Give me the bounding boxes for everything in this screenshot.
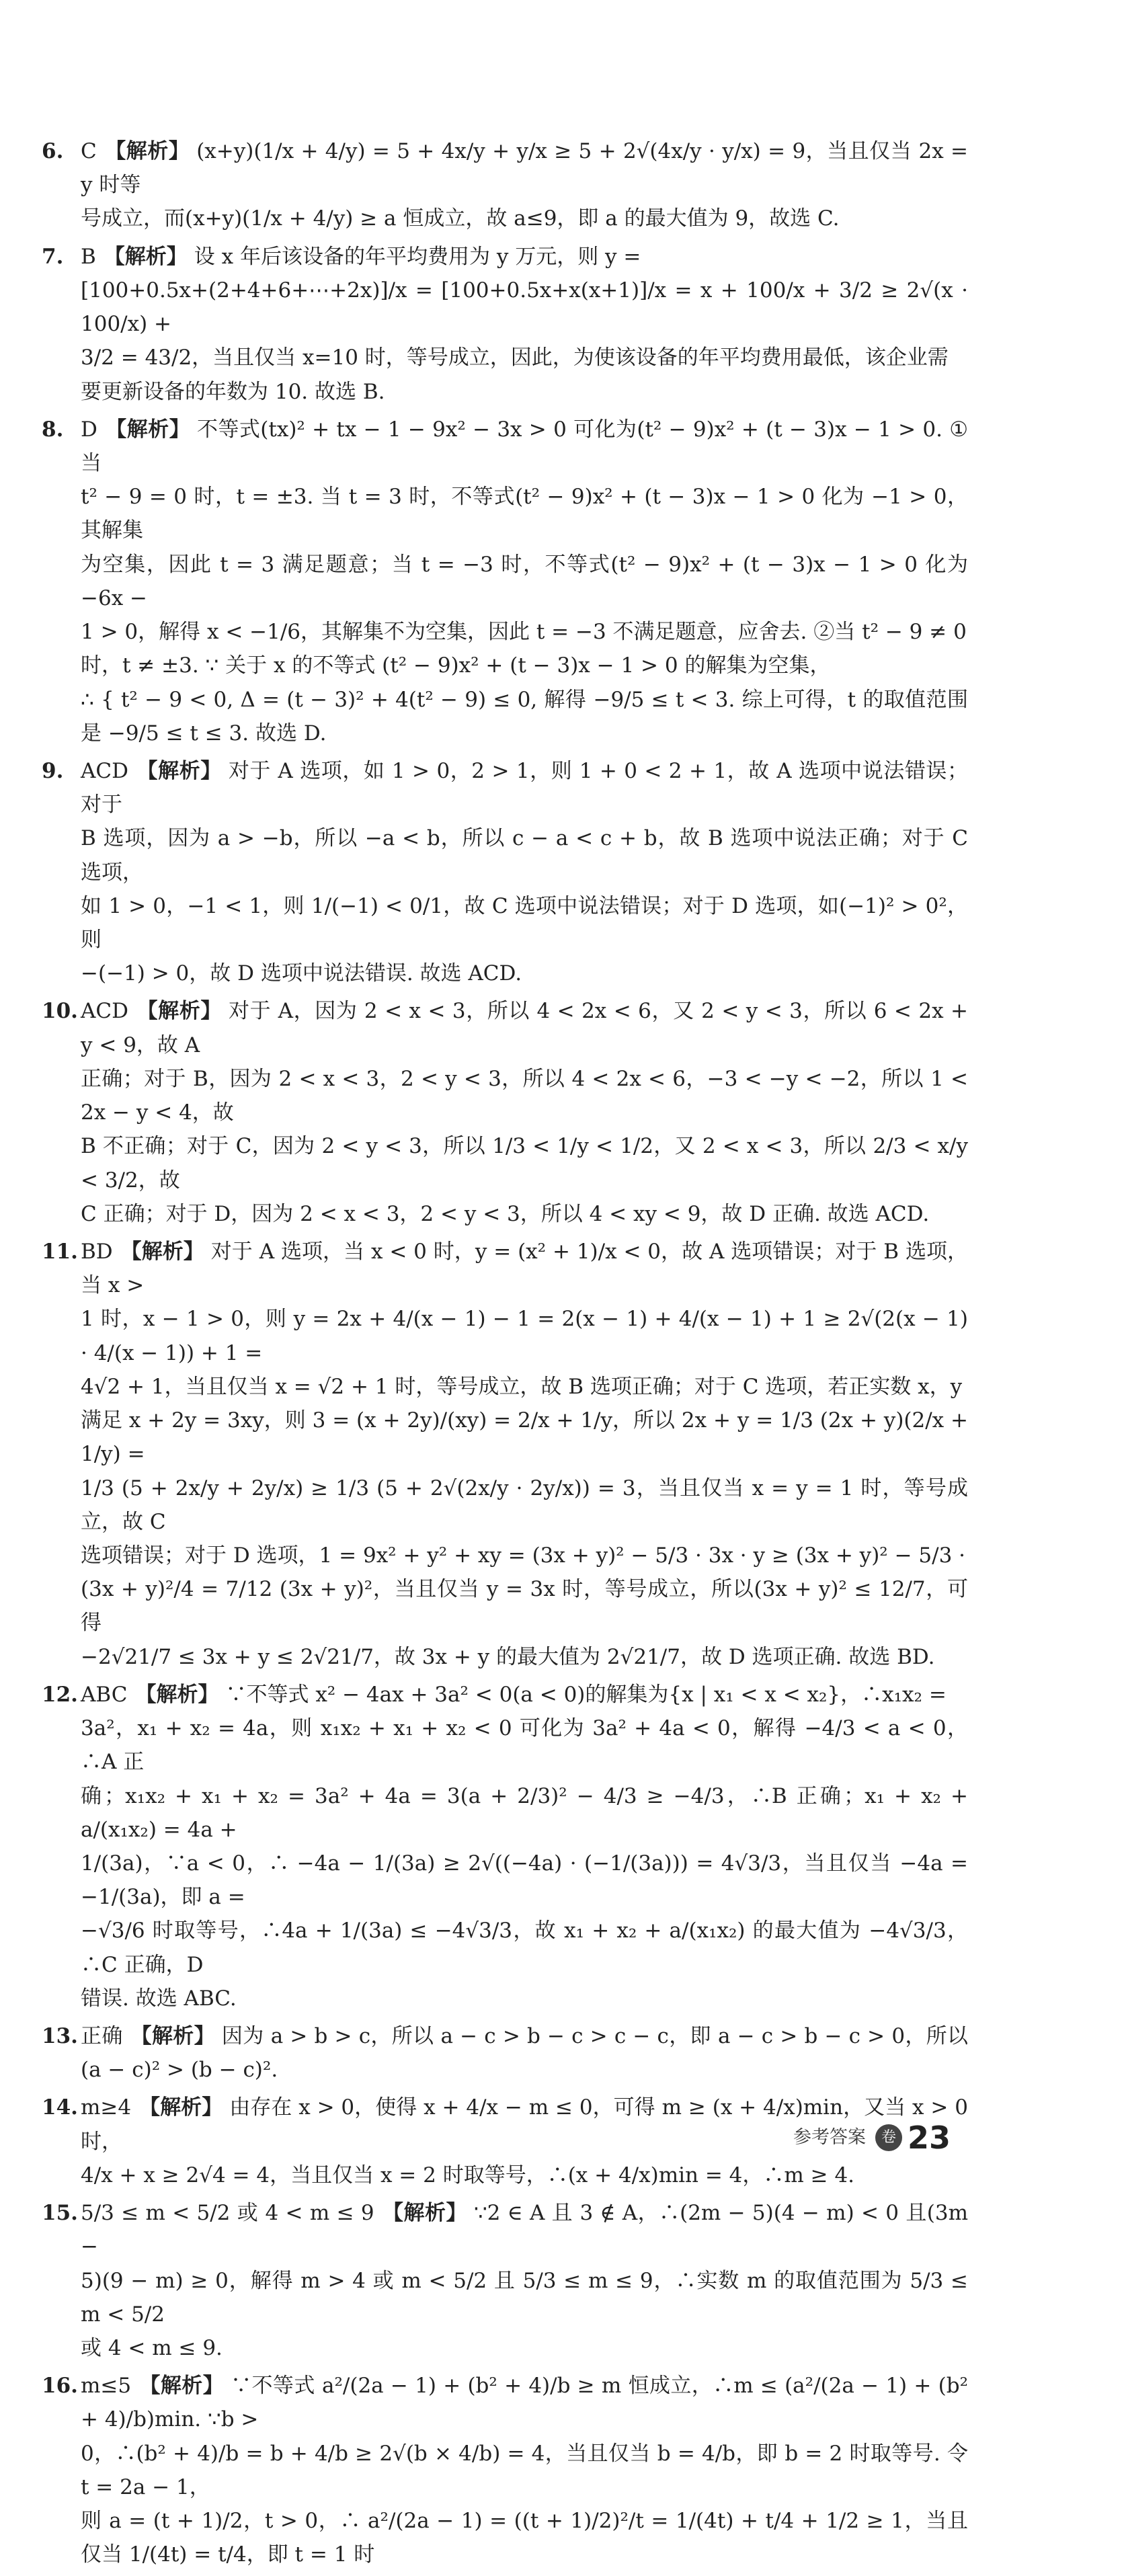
explanation-line: 为空集，因此 t = 3 满足题意；当 t = −3 时，不等式(t² − 9)x² + (t − 3)x − 1 > 0 化为 −6x − — [81, 552, 968, 610]
analysis-tag: 【解析】 — [135, 1682, 219, 1707]
explanation-line: 号成立，而(x+y)(1/x + 4/y) ≥ a 恒成立，故 a≤9，即 a 的最大值为 9，故选 C. — [81, 206, 840, 231]
explanation-line: B 选项，因为 a > −b，所以 −a < b，所以 c − a < c + b，故 B 选项中说法正确；对于 C 选项， — [81, 826, 968, 885]
explanation-line: 4√2 + 1，当且仅当 x = √2 + 1 时，等号成立，故 B 选项正确；对于 C 选项，若正实数 x，y — [81, 1374, 963, 1399]
item-body — [81, 994, 968, 1231]
analysis-tag: 【解析】 — [104, 139, 190, 163]
explanation-line: 3a²，x₁ + x₂ = 4a，则 x₁x₂ + x₁ + x₂ < 0 可化为 3a² + 4a < 0，解得 −4/3 < a < 0，∴A 正 — [81, 1716, 968, 1775]
explanation-line: [100+0.5x+(2+4+6+⋯+2x)]/x = [100+0.5x+x(x+1)]/x = x + 100/x + 3/2 ≥ 2√(x · 100/x) + — [81, 278, 968, 337]
analysis-tag: 【解析】 — [120, 1240, 204, 1264]
explanation-line: 1/3 (5 + 2x/y + 2y/x) ≥ 1/3 (5 + 2√(2x/y · 2y/x)) = 3，当且仅当 x = y = 1 时，等号成立，故 C — [81, 1476, 968, 1534]
analysis-tag: 【解析】 — [139, 2374, 225, 2399]
answer-item — [42, 240, 968, 409]
page-number: 23 — [908, 2119, 951, 2156]
item-answer: B — [81, 244, 96, 269]
answer-item — [42, 754, 968, 991]
footer-label: 参考答案 — [793, 2127, 866, 2148]
item-number: 8. — [42, 417, 64, 442]
explanation-line: 对于 A，因为 2 < x < 3，所以 4 < 2x < 6，又 2 < y < 3，所以 6 < 2x + y < 9，故 A — [81, 999, 969, 1057]
explanation-line: 对于 A 选项，当 x < 0 时，y = (x² + 1)/x < 0，故 A 选项错误；对于 B 选项，当 x > — [81, 1240, 969, 1298]
explanation-line: 时，t ≠ ±3. ∵ 关于 x 的不等式 (t² − 9)x² + (t − 3)x − 1 > 0 的解集为空集， — [81, 653, 831, 678]
answer-item — [42, 2019, 968, 2087]
explanation-line: 错误. 故选 ABC. — [81, 1986, 237, 2011]
answer-item — [42, 2369, 968, 2571]
explanation-line: 由存在 x > 0，使得 x + 4/x − m ≤ 0，可得 m ≥ (x + 4/x)min，又当 x > 0 时， — [81, 2095, 968, 2154]
explanation-line: 则 a = (t + 1)/2，t > 0，∴ a²/(2a − 1) = ((t + 1)/2)²/t = 1/(4t) + t/4 + 1/2 ≥ 1，当且仅当 1/(4t) = t/4，即 t = 1 时 — [81, 2509, 968, 2567]
item-body — [81, 413, 968, 750]
explanation-line: 对于 A 选项，如 1 > 0，2 > 1，则 1 + 0 < 2 + 1，故 A 选项中说法错误；对于 — [81, 758, 968, 817]
analysis-tag: 【解析】 — [382, 2201, 467, 2226]
item-answer: m≥4 — [81, 2095, 132, 2120]
explanation-line: 设 x 年后该设备的年平均费用为 y 万元，则 y = — [194, 244, 641, 269]
answer-item — [42, 2196, 968, 2365]
item-number: 15. — [42, 2201, 78, 2226]
explanation-line: C 正确；对于 D，因为 2 < x < 3，2 < y < 3，所以 4 < xy < 9，故 D 正确. 故选 ACD. — [81, 1201, 930, 1226]
item-number: 6. — [42, 139, 64, 163]
analysis-tag: 【解析】 — [105, 417, 191, 442]
analysis-tag: 【解析】 — [130, 2024, 215, 2049]
explanation-line: 5)(9 − m) ≥ 0，解得 m > 4 或 m < 5/2 且 5/3 ≤ m ≤ 9，∴实数 m 的取值范围为 5/3 ≤ m < 5/2 — [81, 2268, 968, 2327]
item-body — [81, 240, 968, 409]
item-number: 16. — [42, 2374, 78, 2399]
explanation-line: 要更新设备的年数为 10. 故选 B. — [81, 379, 385, 404]
explanation-line: ∴ { t² − 9 < 0, Δ = (t − 3)² + 4(t² − 9) ≤ 0, 解得 −9/5 ≤ t < 3. 综上可得，t 的取值范围是 −9/5 ≤ t ≤ 3. 故选 D. — [81, 687, 968, 746]
item-number: 14. — [42, 2095, 78, 2120]
item-number: 12. — [42, 1682, 78, 1707]
explanation-line: (3x + y)²/4 = 7/12 (3x + y)²，当且仅当 y = 3x 时，等号成立，所以(3x + y)² ≤ 12/7，可得 — [81, 1577, 968, 1636]
explanation-line: 3/2 = 43/2，当且仅当 x=10 时，等号成立，因此，为使该设备的年平均费用最低，该企业需 — [81, 346, 949, 370]
answer-item — [42, 1678, 968, 2015]
explanation-line: 1/(3a)，∵a < 0，∴ −4a − 1/(3a) ≥ 2√((−4a) · (−1/(3a))) = 4√3/3，当且仅当 −4a = −1/(3a)，即 a = — [81, 1851, 968, 1910]
analysis-tag: 【解析】 — [104, 244, 188, 269]
answer-item — [42, 413, 968, 750]
item-body — [81, 1678, 968, 2015]
analysis-tag: 【解析】 — [139, 2095, 223, 2120]
analysis-tag: 【解析】 — [136, 758, 222, 783]
item-number: 11. — [42, 1240, 78, 1264]
explanation-line: 0，∴(b² + 4)/b = b + 4/b ≥ 2√(b × 4/b) = 4，当且仅当 b = 4/b，即 b = 2 时取等号. 令 t = 2a − 1， — [81, 2441, 968, 2499]
explanation-line: 因为 a > b > c，所以 a − c > b − c > c − c，即 a − c > b − c > 0，所以(a − c)² > (b − c)². — [81, 2024, 969, 2083]
explanation-line: ∵不等式 a²/(2a − 1) + (b² + 4)/b ≥ m 恒成立，∴m ≤ (a²/(2a − 1) + (b² + 4)/b)min. ∵b > — [81, 2374, 968, 2432]
item-body — [81, 1235, 968, 1674]
explanation-line: 或 4 < m ≤ 9. — [81, 2336, 223, 2360]
item-answer: D — [81, 417, 97, 442]
item-number: 10. — [42, 999, 78, 1024]
explanation-line: 1 时，x − 1 > 0，则 y = 2x + 4/(x − 1) − 1 = 2(x − 1) + 4/(x − 1) + 1 ≥ 2√(2(x − 1) · 4/(x − 1)) + 1 = — [81, 1307, 968, 1365]
answer-item — [42, 134, 968, 236]
item-answer: ACD — [81, 758, 128, 783]
answer-item — [42, 1235, 968, 1674]
item-body — [81, 754, 968, 991]
page-footer — [793, 2118, 951, 2158]
explanation-line: (x+y)(1/x + 4/y) = 5 + 4x/y + y/x ≥ 5 + 2√(4x/y · y/x) = 9，当且仅当 2x = y 时等 — [81, 139, 968, 198]
item-answer: 5/3 ≤ m < 5/2 或 4 < m ≤ 9 — [81, 2201, 374, 2226]
analysis-tag: 【解析】 — [136, 999, 222, 1024]
explanation-line: 满足 x + 2y = 3xy，则 3 = (x + 2y)/(xy) = 2/x + 1/y，所以 2x + y = 1/3 (2x + y)(2/x + 1/y) = — [81, 1408, 968, 1467]
item-body — [81, 2019, 968, 2087]
explanation-line: 4/x + x ≥ 2√4 = 4，当且仅当 x = 2 时取等号，∴(x + 4/x)min = 4，∴m ≥ 4. — [81, 2163, 855, 2187]
item-body — [81, 134, 968, 236]
answer-item — [42, 994, 968, 1231]
item-answer: m≤5 — [81, 2374, 132, 2399]
item-number: 7. — [42, 244, 64, 269]
item-answer: ACD — [81, 999, 128, 1024]
item-number: 13. — [42, 2024, 78, 2049]
item-answer: BD — [81, 1240, 113, 1264]
item-answer: C — [81, 139, 97, 163]
explanation-line: −√3/6 时取等号，∴4a + 1/(3a) ≤ −4√3/3，故 x₁ + x₂ + a/(x₁x₂) 的最大值为 −4√3/3，∴C 正确，D — [81, 1919, 968, 1977]
answer-list — [42, 134, 968, 2576]
explanation-line: B 不正确；对于 C，因为 2 < y < 3，所以 1/3 < 1/y < 1/2，又 2 < x < 3，所以 2/3 < x/y < 3/2，故 — [81, 1134, 968, 1193]
item-answer: 正确 — [81, 2024, 123, 2049]
item-answer: ABC — [81, 1682, 128, 1707]
explanation-line: ∵2 ∈ A 且 3 ∉ A，∴(2m − 5)(4 − m) < 0 且(3m − — [81, 2201, 969, 2259]
explanation-line: 确；x₁x₂ + x₁ + x₂ = 3a² + 4a = 3(a + 2/3)² − 4/3 ≥ −4/3，∴B 正确；x₁ + x₂ + a/(x₁x₂) = 4a + — [81, 1783, 968, 1842]
explanation-line: t² − 9 = 0 时，t = ±3. 当 t = 3 时，不等式(t² − 9)x² + (t − 3)x − 1 > 0 化为 −1 > 0，其解集 — [81, 485, 968, 543]
explanation-line: −(−1) > 0，故 D 选项中说法错误. 故选 ACD. — [81, 961, 522, 986]
seal-icon: 卷 — [875, 2124, 902, 2151]
item-number: 9. — [42, 758, 64, 783]
explanation-line: 1 > 0，解得 x < −1/6，其解集不为空集，因此 t = −3 不满足题意，应舍去. ②当 t² − 9 ≠ 0 — [81, 620, 967, 645]
explanation-line: 选项错误；对于 D 选项，1 = 9x² + y² + xy = (3x + y)² − 5/3 · 3x · y ≥ (3x + y)² − 5/3 · — [81, 1543, 966, 1568]
item-body — [81, 2196, 968, 2365]
item-body — [81, 2369, 968, 2571]
explanation-line: 如 1 > 0，−1 < 1，则 1/(−1) < 0/1，故 C 选项中说法错误；对于 D 选项，如(−1)² > 0²，则 — [81, 893, 968, 953]
explanation-line: ∵不等式 x² − 4ax + 3a² < 0(a < 0)的解集为{x | x₁ < x < x₂}，∴x₁x₂ = — [225, 1682, 947, 1707]
explanation-line: 不等式(tx)² + tx − 1 − 9x² − 3x > 0 可化为(t² − 9)x² + (t − 3)x − 1 > 0. ①当 — [81, 417, 969, 475]
explanation-line: −2√21/7 ≤ 3x + y ≤ 2√21/7，故 3x + y 的最大值为 2√21/7，故 D 选项正确. 故选 BD. — [81, 1644, 935, 1669]
explanation-line: 正确；对于 B，因为 2 < x < 3，2 < y < 3，所以 4 < 2x < 6，−3 < −y < −2，所以 1 < 2x − y < 4，故 — [81, 1066, 968, 1125]
